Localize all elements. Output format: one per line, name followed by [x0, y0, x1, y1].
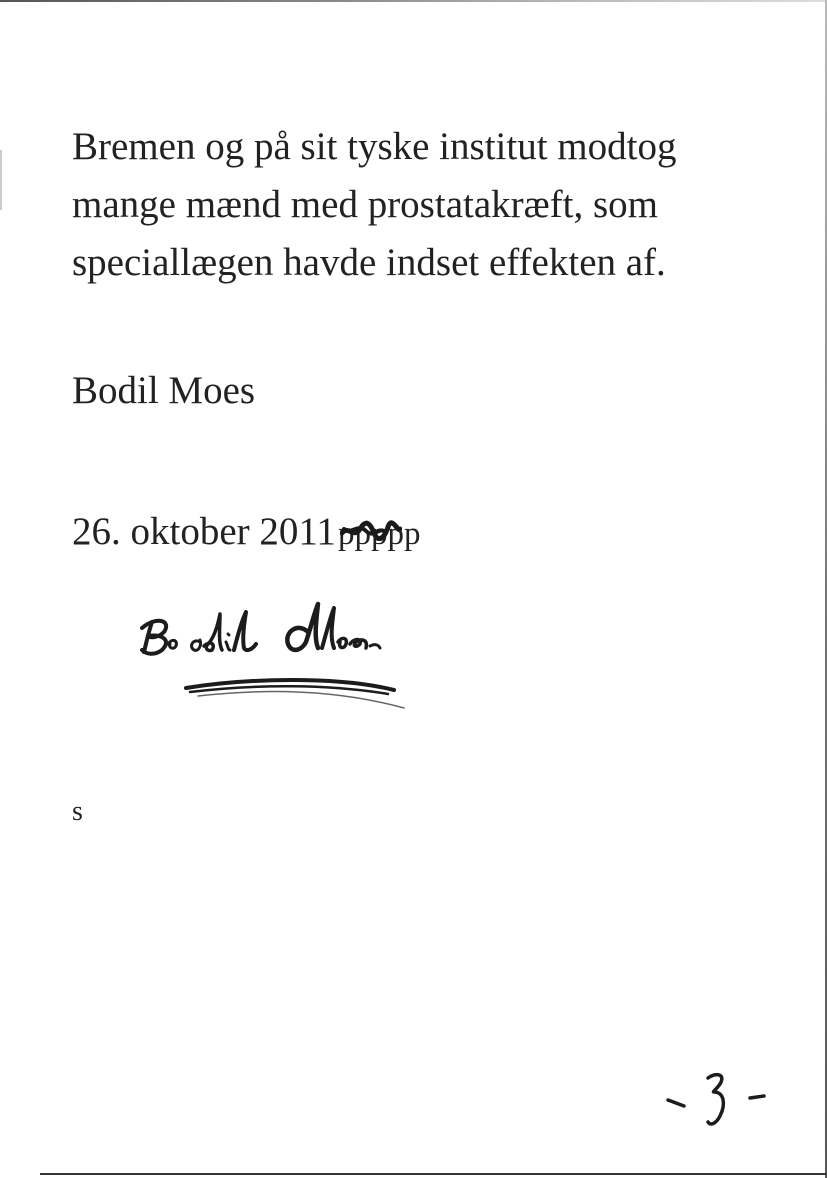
struck-out-text [338, 509, 421, 559]
scan-edge-left [0, 150, 2, 210]
handwritten-signature [138, 594, 418, 719]
author-name: Bodil Moes [72, 369, 256, 412]
ink-overstrike-mark [340, 519, 402, 541]
body-paragraph: Bremen og på sit tyske institut modtog mange mænd med prostatakræft, som speciallægen havde indset effekten af. [72, 125, 677, 284]
letter-date: 26. oktober 2011 [72, 510, 336, 553]
scan-edge-top [0, 0, 827, 2]
scan-edge-bottom [40, 1173, 827, 1175]
struck-out-characters: ppppp [337, 516, 421, 552]
stray-character: s [72, 796, 83, 827]
date-line [72, 507, 420, 559]
handwritten-page-number [664, 1064, 774, 1136]
